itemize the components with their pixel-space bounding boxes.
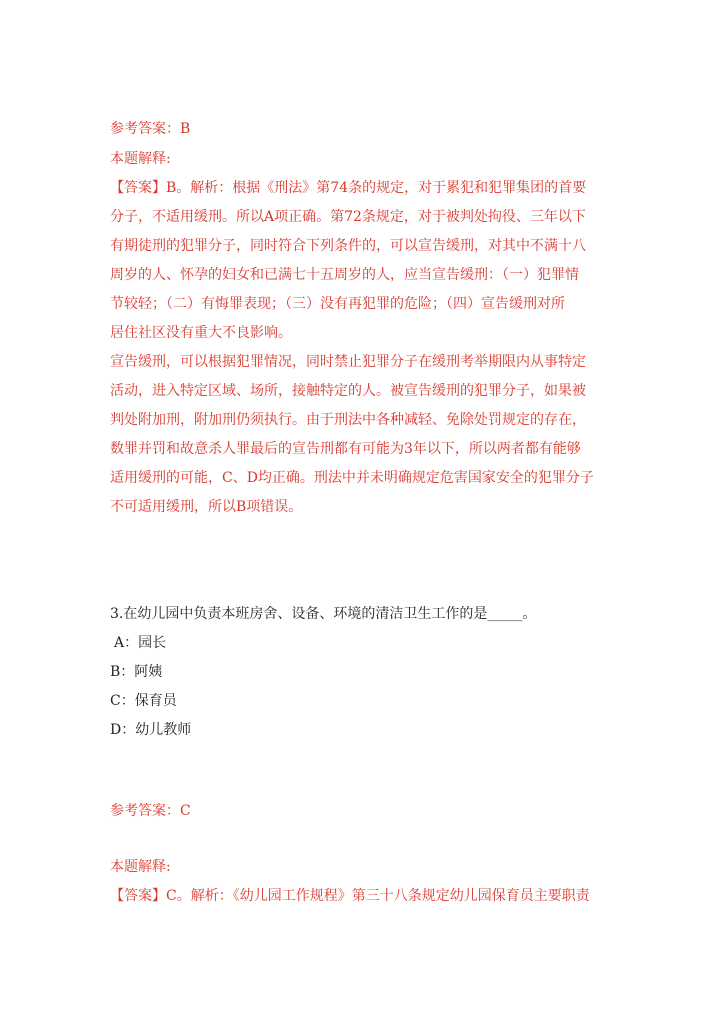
explanation-line: 宣告缓刑，可以根据犯罪情况，同时禁止犯罪分子在缓刑考举期限内从事特定 [110, 354, 586, 370]
explanation-label: 本题解释: [110, 151, 171, 167]
explanation-line: 有期徒刑的犯罪分子，同时符合下列条件的，可以宣告缓刑，对其中不满十八 [110, 238, 586, 254]
explanation-line: 节较轻；（二）有悔罪表现；（三）没有再犯罪的危险；（四）宣告缓刑对所 [110, 296, 565, 312]
explanation-line: 居住社区没有重大不良影响。 [110, 325, 292, 341]
option-a: A：园长 [114, 635, 167, 651]
option-c: C：保育员 [110, 693, 177, 709]
explanation-line: 判处附加刑，附加刑仍须执行。由于刑法中各种减轻、免除处罚规定的存在， [110, 412, 586, 428]
explanation-line: 分子，不适用缓刑。所以A项正确。第72条规定，对于被判处拘役、三年以下 [110, 209, 586, 225]
explanation-line: 周岁的人、怀孕的妇女和已满七十五周岁的人，应当宣告缓刑：（一）犯罪情 [110, 267, 579, 283]
question-stem: 3.在幼儿园中负责本班房舍、设备、环境的清洁卫生工作的是_____。 [110, 606, 537, 622]
explanation-line: 数罪并罚和故意杀人罪最后的宣告刑都有可能为3年以下，所以两者都有能够 [110, 441, 581, 457]
reference-answer: 参考答案：B [110, 121, 191, 137]
explanation-line: 适用缓刑的可能，C、D均正确。刑法中并未明确规定危害国家安全的犯罪分子 [110, 470, 594, 486]
reference-answer: 参考答案：C [110, 803, 191, 819]
option-b: B：阿姨 [110, 664, 163, 680]
explanation-line: 不可适用缓刑，所以B项错误。 [110, 499, 303, 515]
explanation-line: 活动，进入特定区域、场所，接触特定的人。被宣告缓刑的犯罪分子，如果被 [110, 383, 586, 399]
explanation-label: 本题解释: [110, 859, 171, 875]
explanation-line: 【答案】C。解析：《幼儿园工作规程》第三十八条规定幼儿园保育员主要职责 [110, 888, 590, 904]
option-d: D：幼儿教师 [110, 722, 192, 738]
explanation-line: 【答案】B。解析：根据《刑法》第74条的规定，对于累犯和犯罪集团的首要 [110, 180, 587, 196]
